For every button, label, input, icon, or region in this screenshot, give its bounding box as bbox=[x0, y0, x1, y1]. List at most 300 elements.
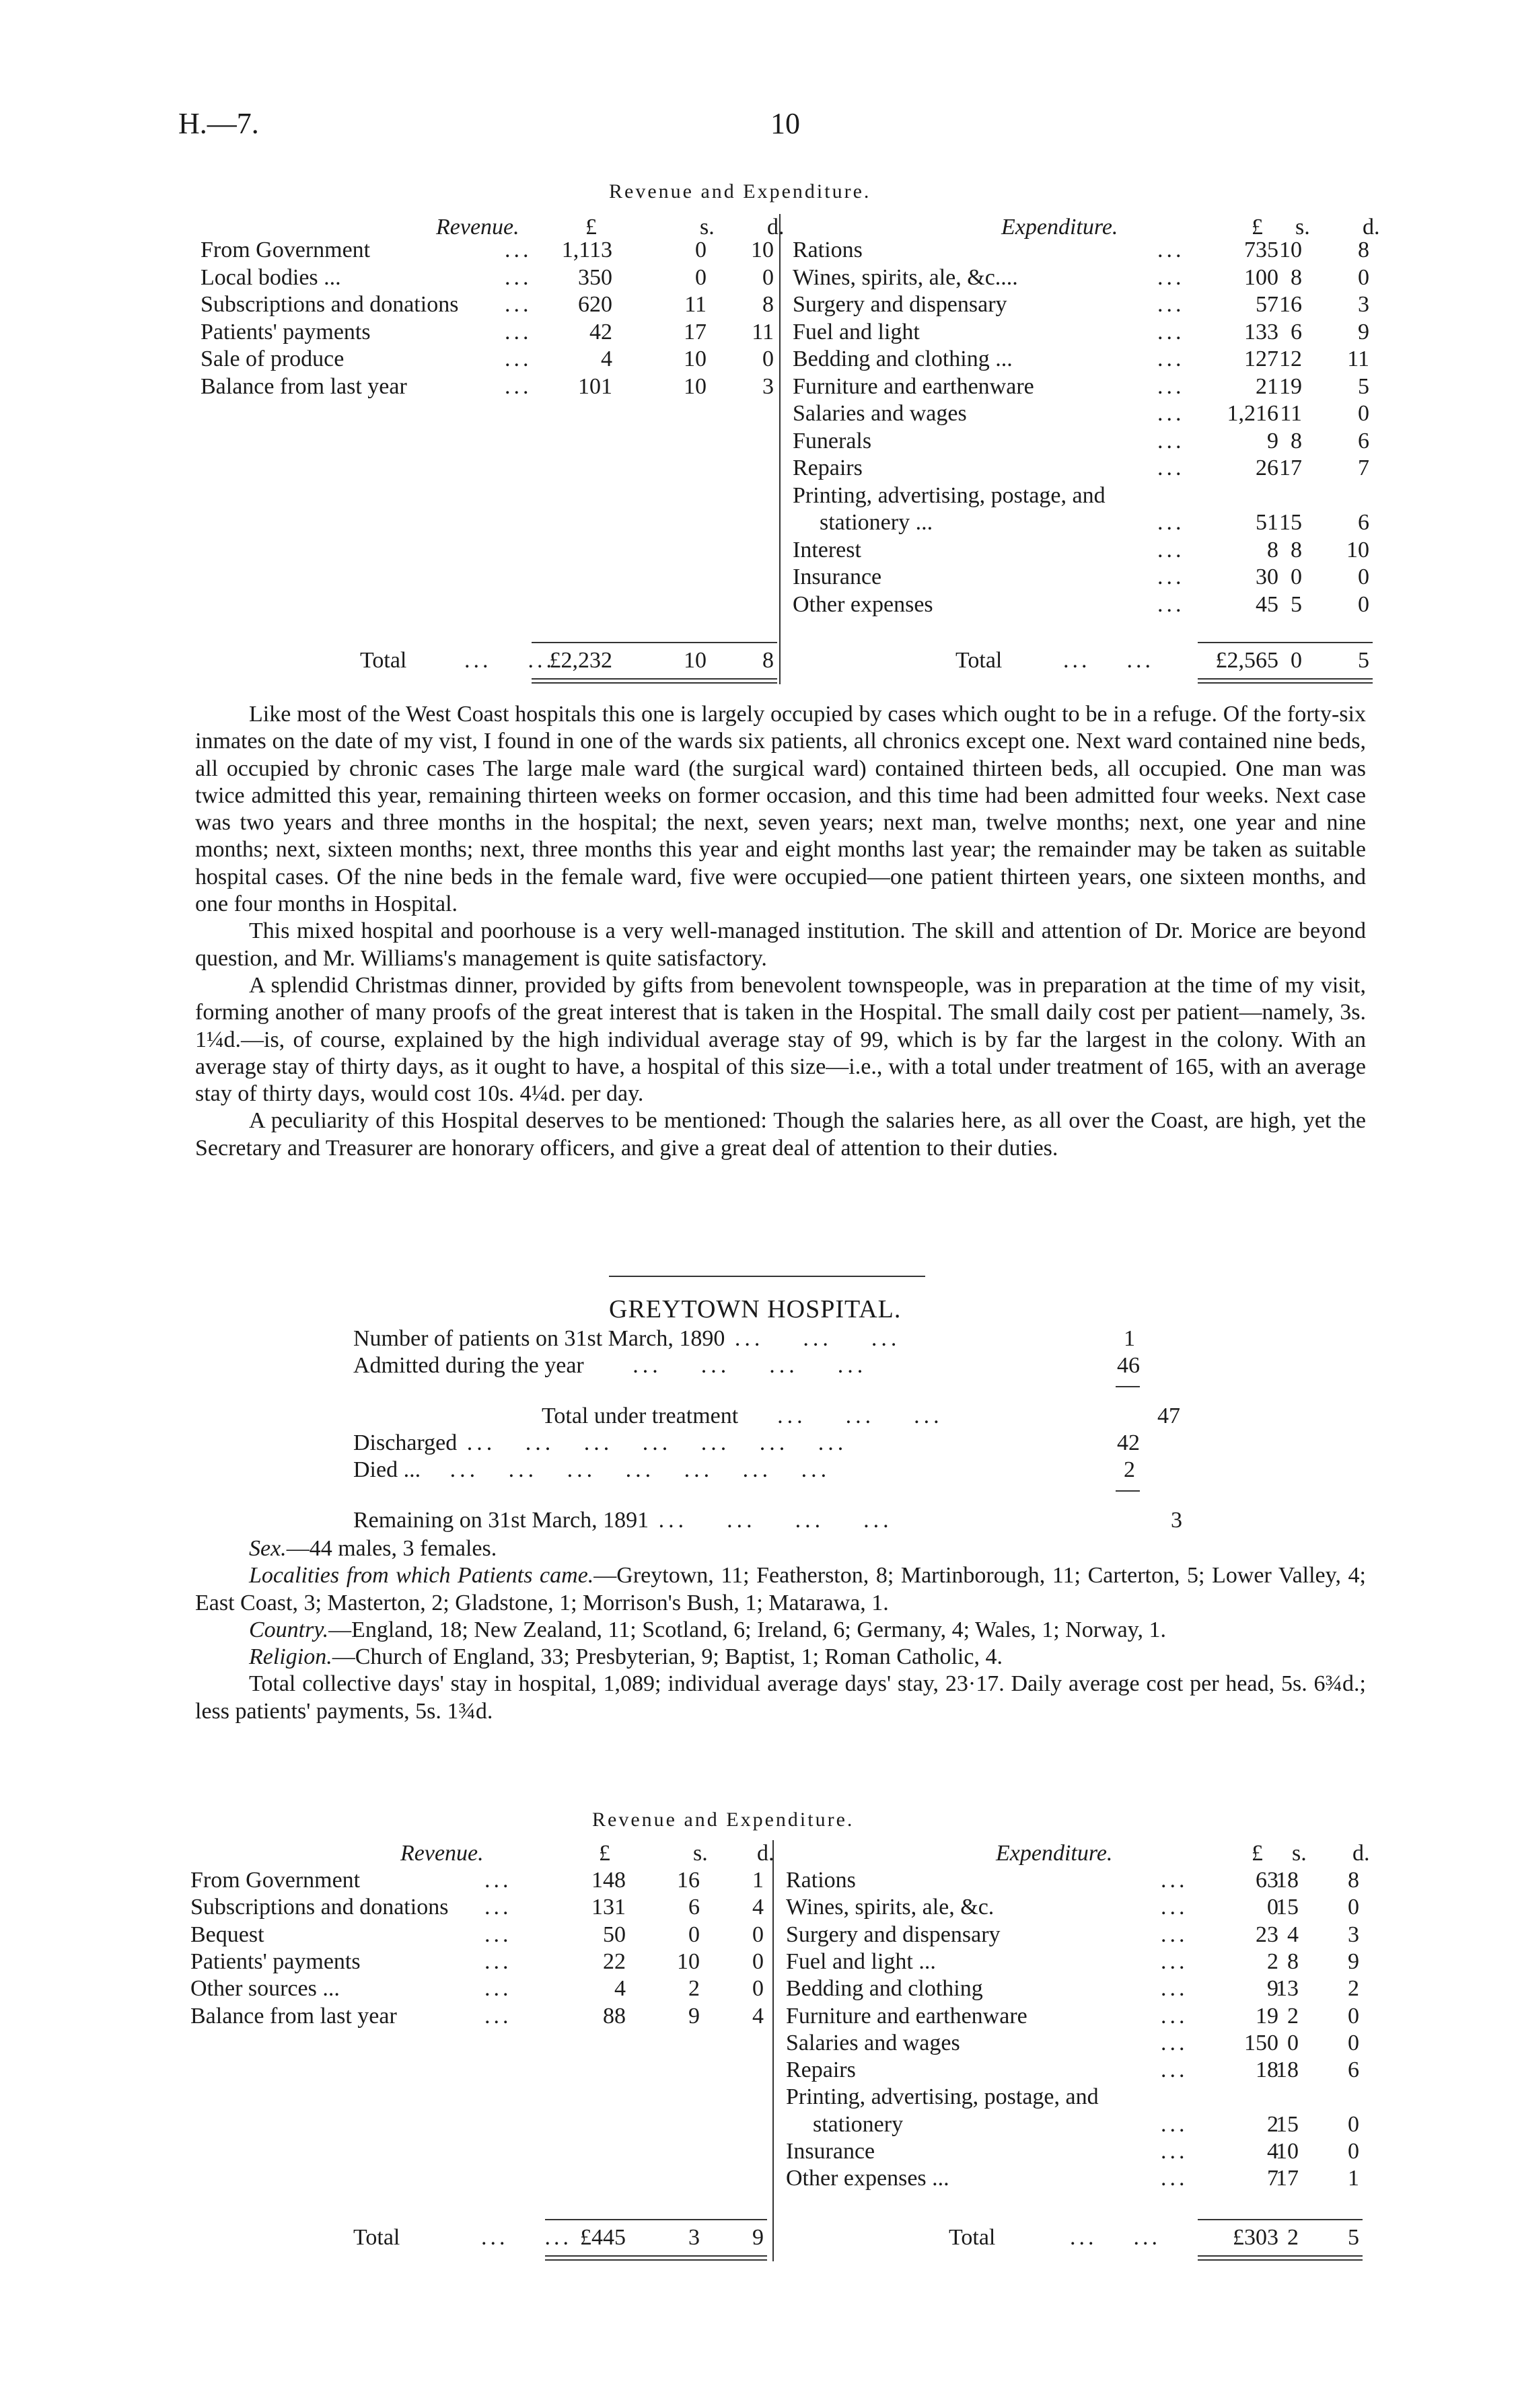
leader-dots: ... bbox=[1161, 2166, 1188, 2191]
pence-value: 10 bbox=[1346, 537, 1369, 562]
shillings-value: 10 bbox=[684, 346, 707, 371]
pence-value: 8 bbox=[1348, 1868, 1359, 1893]
shillings-value: 10 bbox=[1279, 238, 1302, 262]
leader-dots: ... ... bbox=[1070, 2225, 1161, 2250]
stat-patients-start: Number of patients on 31st March, 1890 ... ... ... bbox=[353, 1326, 901, 1351]
leader-dots: ... bbox=[1161, 2003, 1188, 2029]
leader-dots: ... ... bbox=[1063, 648, 1154, 673]
shillings-value: 6 bbox=[688, 1895, 700, 1920]
revenue-heading: Revenue. bbox=[436, 215, 519, 240]
pounds-value: 18 bbox=[1256, 2057, 1278, 2083]
row-label: Other sources ... bbox=[190, 1976, 340, 2002]
column-heading: s. bbox=[700, 215, 715, 240]
row-label: Wines, spirits, ale, &c.... bbox=[793, 264, 1018, 290]
column-heading: s. bbox=[1295, 215, 1310, 240]
pence-value: 4 bbox=[752, 2003, 764, 2029]
expenditure-total-row bbox=[0, 647, 1518, 674]
leader-dots: ... bbox=[484, 1948, 512, 1974]
pounds-value: 133 bbox=[1244, 319, 1278, 344]
column-heading: d. bbox=[1352, 1841, 1370, 1866]
stat-total-treatment: Total under treatment ... ... ... bbox=[542, 1403, 943, 1428]
row-label: stationery bbox=[813, 2111, 904, 2137]
leader-dots: ... bbox=[1157, 238, 1185, 262]
leader-dots: ... bbox=[1157, 292, 1185, 317]
page-number: 10 bbox=[770, 107, 800, 140]
expenditure-row bbox=[0, 1948, 1518, 1975]
stat-label: Admitted during the year bbox=[353, 1353, 584, 1378]
expenditure-row bbox=[0, 1894, 1518, 1921]
total-label: Total bbox=[949, 2225, 996, 2250]
pounds-value: 127 bbox=[1244, 346, 1278, 371]
expenditure-row bbox=[0, 373, 1518, 400]
row-label: Rations bbox=[793, 238, 863, 262]
row-label: Furniture and earthenware bbox=[786, 2003, 1027, 2029]
leader-dots: ... bbox=[484, 1922, 512, 1947]
total-rule bbox=[532, 642, 777, 643]
religion-line bbox=[195, 1644, 1366, 1671]
total-double-rule bbox=[1198, 678, 1373, 680]
row-label: Patients' payments bbox=[201, 319, 371, 344]
shillings-value: 8 bbox=[1291, 537, 1302, 562]
pence-value: 0 bbox=[762, 264, 774, 290]
total-pence: 5 bbox=[1348, 2225, 1359, 2250]
row-label: Repairs bbox=[786, 2057, 856, 2083]
shillings-value: 17 bbox=[684, 319, 707, 344]
shillings-value: 15 bbox=[1276, 2111, 1299, 2137]
shillings-value: 0 bbox=[695, 264, 707, 290]
total-pence: 9 bbox=[752, 2225, 764, 2250]
pence-value: 0 bbox=[1348, 2030, 1359, 2055]
pence-value: 2 bbox=[1348, 1976, 1359, 2002]
stat-value: 47 bbox=[1157, 1403, 1180, 1428]
row-label: Subscriptions and donations bbox=[201, 292, 459, 317]
shillings-value: 0 bbox=[695, 238, 707, 262]
column-heading: £ bbox=[599, 1841, 610, 1866]
shillings-value: 6 bbox=[1291, 319, 1302, 344]
total-double-rule bbox=[1198, 2259, 1363, 2261]
row-label: Printing, advertising, postage, and bbox=[786, 2084, 1099, 2110]
row-label: Funerals bbox=[793, 428, 872, 453]
stay-line: Total collective days' stay in hospital, 1,089; individual average days' stay, 23·17. Daily average cost per head, 5s. 6¾d.; less patients' payments, 5s. 1¾d. bbox=[195, 1671, 1366, 1724]
leader-dots: ... bbox=[1157, 428, 1185, 453]
expenditure-row bbox=[0, 291, 1518, 318]
shillings-value: 13 bbox=[1276, 1976, 1299, 2002]
pounds-value: 100 bbox=[1244, 264, 1278, 290]
total-pounds: £2,232 bbox=[549, 648, 612, 673]
column-separator bbox=[779, 214, 781, 684]
total-pence: 8 bbox=[762, 648, 774, 673]
total-label: Total bbox=[353, 2225, 400, 2250]
pence-value: 11 bbox=[1347, 346, 1369, 371]
pounds-value: 4 bbox=[601, 346, 612, 371]
row-label: Rations bbox=[786, 1868, 856, 1893]
total-shillings: 10 bbox=[684, 648, 707, 673]
pence-value: 3 bbox=[1358, 292, 1369, 317]
total-pounds: £445 bbox=[580, 2225, 626, 2250]
shillings-value: 17 bbox=[1279, 455, 1302, 480]
row-label: Bedding and clothing ... bbox=[793, 346, 1013, 371]
total-rule bbox=[1198, 2219, 1363, 2220]
pounds-value: 350 bbox=[578, 264, 612, 290]
pence-value: 0 bbox=[752, 1948, 764, 1974]
pence-value: 0 bbox=[1358, 591, 1369, 617]
row-label: Fuel and light bbox=[793, 319, 920, 344]
pounds-value: 23 bbox=[1256, 1922, 1278, 1947]
pence-value: 0 bbox=[1358, 564, 1369, 589]
total-double-rule bbox=[545, 2255, 767, 2257]
pounds-value: 51 bbox=[1256, 510, 1278, 535]
shillings-value: 0 bbox=[1291, 564, 1302, 589]
pounds-value: 50 bbox=[603, 1922, 626, 1947]
expenditure-row bbox=[0, 2084, 1518, 2111]
leader-dots: ... bbox=[1161, 1868, 1188, 1893]
expenditure-row bbox=[0, 264, 1518, 291]
pounds-value: 1,113 bbox=[561, 238, 612, 262]
total-double-rule bbox=[1198, 682, 1373, 684]
pounds-value: 101 bbox=[578, 373, 612, 399]
leader-dots: ... bbox=[1161, 2030, 1188, 2055]
revenue-heading: Revenue. bbox=[400, 1841, 484, 1866]
stat-discharged: Discharged ... ... ... ... ... ... ... bbox=[353, 1430, 848, 1455]
column-heading: £ bbox=[585, 215, 597, 240]
row-label: Insurance bbox=[793, 564, 882, 589]
stat-label: Number of patients on 31st March, 1890 bbox=[353, 1326, 725, 1351]
pounds-value: 7 bbox=[1267, 2166, 1278, 2191]
row-label: Printing, advertising, postage, and bbox=[793, 482, 1106, 508]
pounds-value: 735 bbox=[1244, 238, 1278, 262]
shillings-value: 8 bbox=[1291, 264, 1302, 290]
shillings-value: 2 bbox=[1287, 2003, 1299, 2029]
row-label: Other expenses bbox=[793, 591, 933, 617]
leader-dots: ... bbox=[1161, 2111, 1188, 2137]
country-line bbox=[195, 1617, 1366, 1644]
leader-dots: ... bbox=[1161, 1948, 1188, 1974]
pounds-value: 45 bbox=[1256, 591, 1278, 617]
pounds-value: 150 bbox=[1244, 2030, 1278, 2055]
expenditure-row bbox=[0, 2030, 1518, 2057]
row-label: Sale of produce bbox=[201, 346, 345, 371]
row-label: Local bodies ... bbox=[201, 264, 341, 290]
row-label: Bequest bbox=[190, 1922, 264, 1947]
stat-remaining: Remaining on 31st March, 1891 ... ... ... ... bbox=[353, 1508, 893, 1533]
localities-text: —Greytown, 11; Featherston, 8; Martinborough, 11; Carterton, 5; Lower Valley, 4; East Coast, 3; Masterton, 2; Gladstone, 1; Morrison's Bush, 1; Matarawa, 1. bbox=[195, 1563, 1366, 1615]
pence-value: 0 bbox=[1348, 2139, 1359, 2164]
expenditure-row bbox=[0, 428, 1518, 455]
pence-value: 1 bbox=[752, 1868, 764, 1893]
shillings-value: 0 bbox=[688, 1922, 700, 1947]
column-heading: d. bbox=[1363, 215, 1380, 240]
total-label: Total bbox=[360, 648, 407, 673]
stat-label: Discharged bbox=[353, 1430, 458, 1455]
row-label: Furniture and earthenware bbox=[793, 373, 1034, 399]
sum-rule bbox=[1116, 1386, 1140, 1387]
document-reference: H.—7. bbox=[178, 107, 259, 140]
leader-dots: ... bbox=[1157, 510, 1185, 535]
total-double-rule bbox=[545, 2259, 767, 2261]
total-shillings: 0 bbox=[1291, 648, 1302, 673]
table1-title: Revenue and Expenditure. bbox=[609, 180, 871, 203]
leader-dots: ... bbox=[1157, 564, 1185, 589]
column-heading: s. bbox=[1292, 1841, 1307, 1866]
leader-dots: ... bbox=[1157, 537, 1185, 562]
shillings-value: 0 bbox=[1287, 2030, 1299, 2055]
sex-label: Sex. bbox=[249, 1536, 287, 1561]
leader-dots: ... bbox=[1157, 455, 1185, 480]
pounds-value: 131 bbox=[591, 1895, 626, 1920]
sex-line bbox=[195, 1535, 1366, 1562]
row-label: From Government bbox=[201, 238, 371, 262]
expenditure-row bbox=[0, 2003, 1518, 2030]
pounds-value: 21 bbox=[1256, 373, 1278, 399]
pence-value: 0 bbox=[1358, 264, 1369, 290]
total-shillings: 3 bbox=[688, 2225, 700, 2250]
shillings-value: 17 bbox=[1276, 2166, 1299, 2191]
row-label: Other expenses ... bbox=[786, 2166, 949, 2191]
shillings-value: 10 bbox=[1276, 2139, 1299, 2164]
pence-value: 6 bbox=[1358, 428, 1369, 453]
shillings-value: 18 bbox=[1276, 1868, 1299, 1893]
religion-text: —Church of England, 33; Presbyterian, 9; Baptist, 1; Roman Catholic, 4. bbox=[332, 1644, 1003, 1670]
pounds-value: 57 bbox=[1256, 292, 1278, 317]
stat-label: Died ... bbox=[353, 1457, 421, 1482]
expenditure-row bbox=[0, 346, 1518, 373]
shillings-value: 15 bbox=[1276, 1895, 1299, 1920]
shillings-value: 19 bbox=[1279, 373, 1302, 399]
greytown-details bbox=[195, 1535, 1366, 1725]
column-heading: s. bbox=[693, 1841, 708, 1866]
pence-value: 0 bbox=[1348, 2111, 1359, 2137]
row-label: Interest bbox=[793, 537, 861, 562]
stat-died: Died ... ... ... ... ... ... ... ... bbox=[353, 1457, 831, 1482]
expenditure-row bbox=[0, 2138, 1518, 2165]
row-label: Salaries and wages bbox=[793, 401, 967, 426]
column-heading: d. bbox=[767, 215, 785, 240]
table2-title: Revenue and Expenditure. bbox=[592, 1809, 855, 1831]
expenditure-row bbox=[0, 591, 1518, 618]
country-text: —England, 18; New Zealand, 11; Scotland, 6; Ireland, 6; Germany, 4; Wales, 1; Norway, 1. bbox=[328, 1617, 1166, 1642]
paragraph-west-coast: Like most of the West Coast hospitals this one is largely occupied by cases which ought to be in a refuge. Of the forty-six inmates on the date of my vist, I found in one of the wards six patients, all chronics except one. Next ward contained nine beds, all occupied by chronic cases The large male ward (the surgical ward) contained thirteen beds, all occupied. One man was twice admitted this year, remaining thirteen weeks on former occasion, and this time had been admitted four weeks. Next case was two years and three months in the hospital; the next, seven years; next man, twelve months; next, one year and nine months; next, sixteen months; next, three months this year and eight months last year; the remainder may be taken as suitable hospital cases. Of the nine beds in the female ward, five were occupied—one patient thirteen years, one sixteen months, and one four months in Hospital. bbox=[195, 702, 1366, 917]
total-double-rule bbox=[532, 682, 777, 684]
leader-dots: ... bbox=[1161, 1976, 1188, 2002]
stat-label: Total under treatment bbox=[542, 1403, 739, 1428]
row-label: stationery ... bbox=[820, 510, 933, 535]
pence-value: 5 bbox=[1358, 373, 1369, 399]
leader-dots: ... bbox=[505, 319, 532, 344]
total-rule bbox=[545, 2219, 767, 2220]
pence-value: 0 bbox=[1348, 1895, 1359, 1920]
pounds-value: 88 bbox=[603, 2003, 626, 2029]
row-label: Bedding and clothing bbox=[786, 1976, 983, 2002]
pence-value: 3 bbox=[762, 373, 774, 399]
row-label: Insurance bbox=[786, 2139, 875, 2164]
shillings-value: 18 bbox=[1276, 2057, 1299, 2083]
pounds-value: 0 bbox=[1267, 1895, 1278, 1920]
leader-dots: ... bbox=[1157, 373, 1185, 399]
expenditure-heading: Expenditure. bbox=[1001, 215, 1118, 240]
stat-admitted: Admitted during the year ... ... ... ... bbox=[353, 1353, 867, 1378]
shillings-value: 10 bbox=[684, 373, 707, 399]
pounds-value: 30 bbox=[1256, 564, 1278, 589]
total-double-rule bbox=[532, 678, 777, 680]
sum-rule bbox=[1116, 1490, 1140, 1492]
expenditure-row bbox=[0, 1922, 1518, 1948]
leader-dots: ... bbox=[484, 1868, 512, 1893]
pence-value: 10 bbox=[751, 238, 774, 262]
pounds-value: 63 bbox=[1256, 1868, 1278, 1893]
expenditure-row bbox=[0, 455, 1518, 482]
pounds-value: 620 bbox=[578, 292, 612, 317]
stat-value: 2 bbox=[1124, 1457, 1135, 1482]
leader-dots: ... bbox=[1157, 401, 1185, 426]
pence-value: 7 bbox=[1358, 455, 1369, 480]
row-label: Surgery and dispensary bbox=[793, 292, 1007, 317]
pence-value: 0 bbox=[752, 1976, 764, 2002]
pence-value: 3 bbox=[1348, 1922, 1359, 1947]
expenditure-row bbox=[0, 509, 1518, 536]
pounds-value: 4 bbox=[614, 1976, 626, 2002]
shillings-value: 11 bbox=[684, 292, 707, 317]
expenditure-row bbox=[0, 2057, 1518, 2084]
row-label: From Government bbox=[190, 1868, 361, 1893]
leader-dots: ... bbox=[1161, 1922, 1188, 1947]
column-heading: £ bbox=[1252, 1841, 1263, 1866]
total-double-rule bbox=[1198, 2255, 1363, 2257]
pence-value: 9 bbox=[1358, 319, 1369, 344]
paragraph-management: This mixed hospital and poorhouse is a very well-managed institution. The skill and attention of Dr. Morice are beyond question, and Mr. Williams's management is quite satisfactory. bbox=[195, 918, 1366, 971]
row-label: Surgery and dispensary bbox=[786, 1922, 1001, 1947]
row-label: Subscriptions and donations bbox=[190, 1895, 449, 1920]
sex-text: —44 males, 3 females. bbox=[286, 1536, 497, 1561]
leader-dots: ... bbox=[1161, 2139, 1188, 2164]
shillings-value: 9 bbox=[688, 2003, 700, 2029]
pence-value: 0 bbox=[1348, 2003, 1359, 2029]
row-label: Repairs bbox=[793, 455, 863, 480]
pence-value: 0 bbox=[762, 346, 774, 371]
pence-value: 0 bbox=[752, 1922, 764, 1947]
pounds-value: 9 bbox=[1267, 428, 1278, 453]
row-label: Patients' payments bbox=[190, 1948, 361, 1974]
expenditure-row bbox=[0, 564, 1518, 591]
pence-value: 4 bbox=[752, 1895, 764, 1920]
column-heading: d. bbox=[757, 1841, 774, 1866]
stat-label: Remaining on 31st March, 1891 bbox=[353, 1508, 649, 1533]
leader-dots: ... bbox=[1157, 264, 1185, 290]
total-label: Total bbox=[955, 648, 1003, 673]
leader-dots: ... bbox=[1157, 591, 1185, 617]
expenditure-row bbox=[0, 319, 1518, 346]
total-rule bbox=[1198, 642, 1373, 643]
shillings-value: 8 bbox=[1291, 428, 1302, 453]
pence-value: 6 bbox=[1358, 510, 1369, 535]
shillings-value: 15 bbox=[1279, 510, 1302, 535]
stat-value: 42 bbox=[1117, 1430, 1140, 1455]
total-pence: 5 bbox=[1358, 648, 1369, 673]
shillings-value: 16 bbox=[677, 1868, 700, 1893]
shillings-value: 2 bbox=[688, 1976, 700, 2002]
row-label: Fuel and light ... bbox=[786, 1948, 936, 1974]
pounds-value: 148 bbox=[591, 1868, 626, 1893]
shillings-value: 16 bbox=[1279, 292, 1302, 317]
leader-dots: ... bbox=[505, 238, 532, 262]
leader-dots: ... bbox=[484, 2003, 512, 2029]
pounds-value: 22 bbox=[603, 1948, 626, 1974]
leader-dots: ... ... bbox=[464, 648, 555, 673]
pounds-value: 42 bbox=[589, 319, 612, 344]
expenditure-row bbox=[0, 400, 1518, 427]
leader-dots: ... bbox=[1157, 319, 1185, 344]
column-separator bbox=[772, 1840, 774, 2261]
pounds-value: 19 bbox=[1256, 2003, 1278, 2029]
leader-dots: ... bbox=[1157, 346, 1185, 371]
row-label: Balance from last year bbox=[190, 2003, 397, 2029]
expenditure-row bbox=[0, 1975, 1518, 2002]
shillings-value: 8 bbox=[1287, 1948, 1299, 1974]
paragraph-christmas: A splendid Christmas dinner, provided by gifts from benevolent townspeople, was in preparation at the time of my visit, forming another of many proofs of the great interest that is taken in the Hospital. The small daily cost per patient—namely, 3s. 1¼d.—is, of course, explained by the high individual average stay of 99, which is by far the largest in the colony. With an average stay of thirty days, as it ought to have, a hospital of this size—i.e., with a total under treatment of 165, with an average stay of thirty days, would cost 10s. 4¼d. per day. bbox=[195, 972, 1366, 1107]
row-label: Balance from last year bbox=[201, 373, 407, 399]
shillings-value: 4 bbox=[1287, 1922, 1299, 1947]
expenditure-row bbox=[0, 237, 1518, 264]
pence-value: 11 bbox=[752, 319, 774, 344]
report-paragraphs bbox=[195, 701, 1366, 1162]
leader-dots: ... bbox=[484, 1895, 512, 1920]
pence-value: 8 bbox=[1358, 238, 1369, 262]
leader-dots: ... ... bbox=[481, 2225, 572, 2250]
total-pounds: £2,565 bbox=[1215, 648, 1278, 673]
section-divider bbox=[609, 1276, 925, 1277]
localities-label: Localities from which Patients came. bbox=[249, 1563, 594, 1589]
row-label: Wines, spirits, ale, &c. bbox=[786, 1895, 995, 1920]
expenditure-row bbox=[0, 2165, 1518, 2192]
expenditure-total-row bbox=[0, 2224, 1518, 2251]
column-heading: £ bbox=[1252, 215, 1263, 240]
shillings-value: 5 bbox=[1291, 591, 1302, 617]
pounds-value: 1,216 bbox=[1227, 401, 1278, 426]
greytown-title: GREYTOWN HOSPITAL. bbox=[609, 1295, 902, 1323]
leader-dots: ... bbox=[484, 1976, 512, 2002]
shillings-value: 10 bbox=[677, 1948, 700, 1974]
total-shillings: 2 bbox=[1287, 2225, 1299, 2250]
pence-value: 0 bbox=[1358, 401, 1369, 426]
leader-dots: ... bbox=[505, 373, 532, 399]
localities-line bbox=[195, 1562, 1366, 1617]
pounds-value: 2 bbox=[1267, 2111, 1278, 2137]
pence-value: 8 bbox=[762, 292, 774, 317]
stat-value: 46 bbox=[1117, 1353, 1140, 1378]
religion-label: Religion. bbox=[249, 1644, 332, 1670]
stat-value: 3 bbox=[1171, 1508, 1182, 1533]
shillings-value: 12 bbox=[1279, 346, 1302, 371]
pence-value: 1 bbox=[1348, 2166, 1359, 2191]
expenditure-row bbox=[0, 537, 1518, 564]
pounds-value: 26 bbox=[1256, 455, 1278, 480]
pounds-value: 4 bbox=[1267, 2139, 1278, 2164]
paragraph-peculiarity: A peculiarity of this Hospital deserves to be mentioned: Though the salaries here, as all over the Coast, are high, yet the Secretary and Treasurer are honorary officers, and give a great deal of attention to their duties. bbox=[195, 1108, 1366, 1161]
shillings-value: 11 bbox=[1280, 401, 1302, 426]
leader-dots: ... bbox=[505, 264, 532, 290]
pence-value: 9 bbox=[1348, 1948, 1359, 1974]
pence-value: 6 bbox=[1348, 2057, 1359, 2083]
pounds-value: 2 bbox=[1267, 1948, 1278, 1974]
leader-dots: ... bbox=[1161, 1895, 1188, 1920]
expenditure-row bbox=[0, 2111, 1518, 2138]
leader-dots: ... bbox=[1161, 2057, 1188, 2083]
row-label: Salaries and wages bbox=[786, 2030, 960, 2055]
country-label: Country. bbox=[249, 1617, 329, 1642]
expenditure-heading: Expenditure. bbox=[996, 1841, 1113, 1866]
expenditure-row bbox=[0, 1867, 1518, 1894]
total-pounds: £303 bbox=[1233, 2225, 1278, 2250]
pounds-value: 9 bbox=[1267, 1976, 1278, 2002]
